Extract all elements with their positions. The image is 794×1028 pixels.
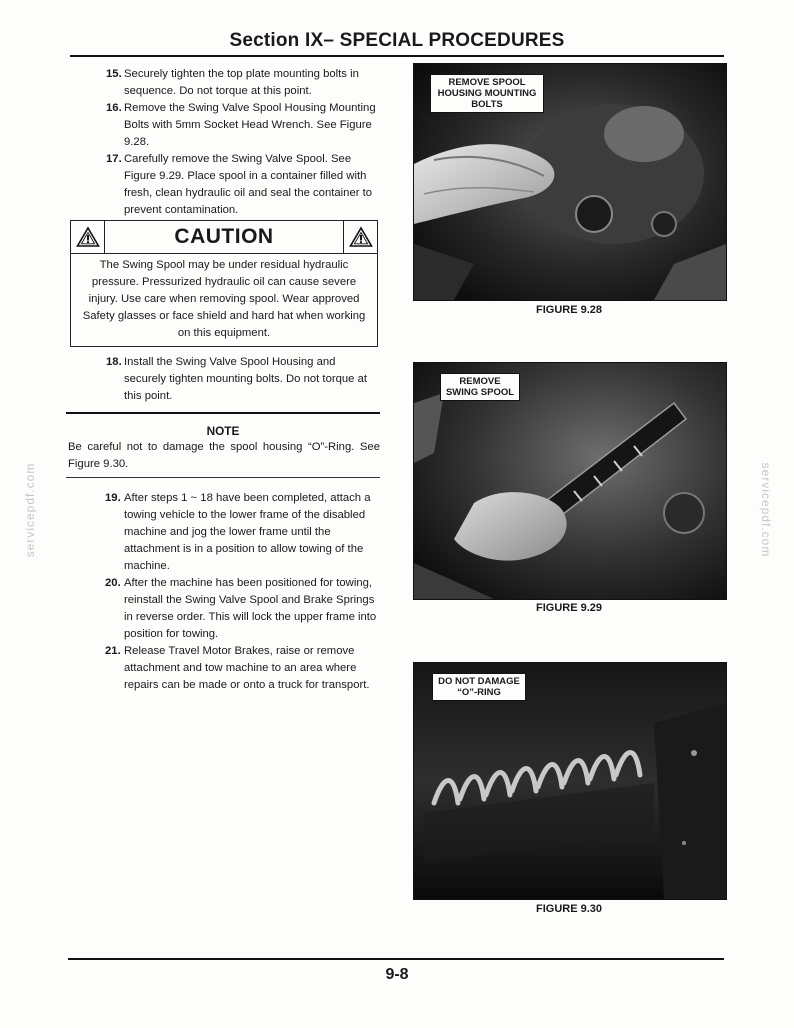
step-18-block: [66, 354, 382, 405]
step-text: Remove the Swing Valve Spool Housing Mounting Bolts with 5mm Socket Head Wrench. See Figure 9.28.: [124, 102, 376, 148]
callout-line: SWING SPOOL: [445, 387, 515, 398]
step-16: [66, 100, 382, 151]
step-17: [66, 151, 382, 219]
step-number: 18.: [106, 356, 122, 368]
step-number: 21.: [105, 645, 121, 657]
watermark-left: servicepdf.com: [23, 462, 37, 558]
step-15: [66, 66, 382, 100]
page-number: 9-8: [385, 966, 409, 983]
watermark-right: servicepdf.com: [759, 462, 773, 558]
figure-9-28-photo: [413, 63, 727, 301]
figure-callout: [432, 673, 526, 701]
step-number: 15.: [106, 68, 122, 80]
callout-line: HOUSING MOUNTING: [437, 88, 537, 99]
note-block: [66, 412, 380, 478]
figure-9-30-photo: [413, 662, 727, 900]
step-text: Release Travel Motor Brakes, raise or remove attachment and tow machine to an area where repairs can be made or onto a truck for transport.: [124, 645, 370, 691]
step-text: Carefully remove the Swing Valve Spool. See Figure 9.29. Place spool in a container filled with fresh, clean hydraulic oil and seal the container to prevent contamination.: [124, 153, 373, 216]
step-18: [66, 354, 382, 405]
caution-header: [71, 221, 377, 254]
steps-bottom-list: [66, 490, 382, 694]
callout-line: DO NOT DAMAGE: [438, 676, 520, 687]
note-text: Be careful not to damage the spool housing “O”-Ring. See Figure 9.30.: [68, 441, 380, 470]
step-text: Securely tighten the top plate mounting bolts in sequence. Do not torque at this point.: [124, 68, 359, 97]
step-19: [66, 490, 382, 575]
caution-box: [70, 220, 378, 347]
note-title: NOTE: [206, 424, 240, 438]
step-20: [66, 575, 382, 643]
step-text: Install the Swing Valve Spool Housing and securely tighten mounting bolts. Do not torque at this point.: [124, 356, 368, 402]
note-rule-bottom: [66, 477, 380, 478]
figure-caption: FIGURE 9.28: [535, 304, 603, 316]
callout-line: BOLTS: [471, 99, 503, 110]
step-21: [66, 643, 382, 694]
step-number: 17.: [106, 153, 122, 165]
note-rule-top: [66, 412, 380, 414]
step-text: After the machine has been positioned for towing, reinstall the Swing Valve Spool and Brake Springs in reverse order. This will lock the upper frame into position for towing.: [124, 577, 377, 640]
page-title: Section IX– SPECIAL PROCEDURES: [229, 30, 565, 51]
warning-triangle-icon: [343, 221, 377, 253]
caution-text: The Swing Spool may be under residual hydraulic pressure. Pressurized hydraulic oil can cause severe injury. Use care when removing spool. Wear approved Safety glasses or face shield and hard hat when working on this equipment.: [82, 259, 366, 339]
callout-line: REMOVE SPOOL: [448, 77, 526, 88]
header-rule: [70, 55, 724, 57]
figure-9-29-photo: [413, 362, 727, 600]
figure-caption: FIGURE 9.30: [535, 903, 603, 915]
steps-top-list: [66, 66, 382, 219]
figure-callout: [430, 74, 544, 113]
figure-caption: FIGURE 9.29: [535, 602, 603, 614]
callout-line: REMOVE: [459, 376, 501, 387]
warning-triangle-icon: [71, 221, 105, 253]
step-text: After steps 1 ~ 18 have been completed, attach a towing vehicle to the lower frame of the disabled machine and jog the lower frame until the attachment is in a position to allow towing of the machine.: [124, 492, 371, 572]
caution-title: CAUTION: [174, 225, 274, 248]
footer-rule: [68, 958, 724, 960]
step-number: 16.: [106, 102, 122, 114]
figure-callout: [440, 373, 520, 401]
step-number: 19.: [105, 492, 121, 504]
callout-line: “O”-RING: [457, 687, 501, 698]
step-number: 20.: [105, 577, 121, 589]
